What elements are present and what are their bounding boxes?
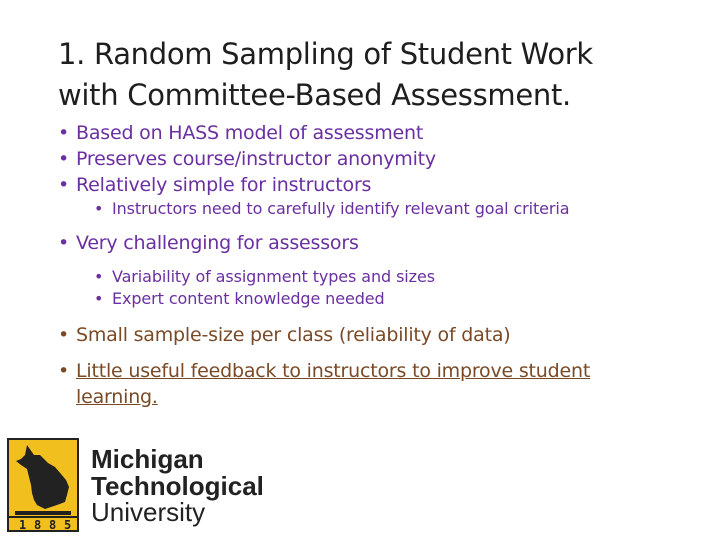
logo-name-michigan: Michigan (91, 444, 204, 474)
subbullet-assignment-variability: • Variability of assignment types and sizes (58, 266, 698, 288)
bullet-simple-for-instructors: • Relatively simple for instructors (58, 172, 698, 198)
subbullet-content-knowledge: • Expert content knowledge needed (58, 288, 698, 310)
slide-title (58, 34, 698, 116)
bullet-challenging-for-assessors: • Very challenging for assessors (58, 230, 698, 256)
logo-name-technological: Technological (91, 471, 264, 501)
year-digit-3: 8 (49, 518, 57, 532)
bullet-small-sample-size: • Small sample-size per class (reliability of data) (58, 322, 698, 348)
bullet-hass-model: • Based on HASS model of assessment (58, 120, 698, 146)
logo-name-university: University (91, 497, 206, 527)
subbullet-goal-criteria: • Instructors need to carefully identify relevant goal criteria (58, 198, 698, 220)
year-digit-1: 1 (19, 518, 27, 532)
bullet-anonymity: • Preserves course/instructor anonymity (58, 146, 698, 172)
year-digit-4: 5 (64, 518, 72, 532)
bullet-list (58, 120, 698, 410)
title-line-1: 1. Random Sampling of Student Work (58, 37, 593, 71)
bullet-little-feedback (58, 358, 676, 410)
logo-ground (15, 511, 71, 515)
bullet-little-feedback-text: Little useful feedback to instructors to improve student learning. (76, 360, 591, 408)
title-line-2: with Committee-Based Assessment. (58, 78, 571, 112)
michigan-tech-logo (7, 437, 287, 533)
year-digit-2: 8 (34, 518, 42, 532)
